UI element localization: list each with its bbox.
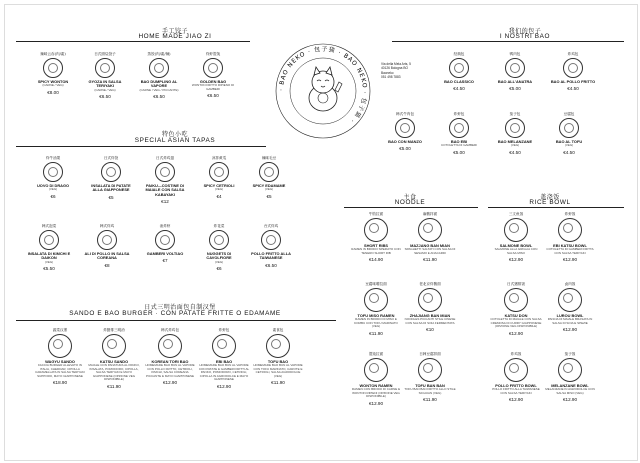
menu-item (26, 224, 72, 271)
item-price: €6 (216, 266, 222, 272)
item-name: BAO EBI (450, 139, 468, 144)
item-description: (VEG) (214, 259, 224, 264)
divider (488, 207, 624, 208)
menu-item (30, 52, 76, 95)
section-bao-zh: 我们的包子 (508, 28, 542, 35)
item-chinese-name: 老北京炸酱面 (419, 282, 441, 286)
item-name: WONTON RAMEN (359, 383, 393, 388)
menu-item (544, 282, 596, 332)
dish-illustration (505, 118, 525, 138)
menu-item (144, 328, 196, 385)
menu-item (196, 224, 242, 271)
menu-item (84, 224, 130, 268)
item-description: MAIALE CON PANATURA AL PANKO, INSALATA, POMODORO, CIPOLLA, SALSA TERIYAKI E MAYO GIAPPONESE (OPZIONE VEG DISPONIBILE) (88, 363, 140, 382)
item-name: TOFU BAN BAN (415, 383, 445, 388)
item-name: MELANZANE BOWL (551, 383, 589, 388)
dish-illustration (155, 162, 175, 182)
item-name: BAO ALL'ANATRA (497, 79, 533, 84)
menu-item (88, 156, 134, 200)
menu-item (88, 328, 140, 389)
menu-item (404, 282, 456, 332)
item-price: €11.90 (271, 380, 285, 386)
item-chinese-name: 蔬菜汉堡 (52, 328, 68, 332)
item-price: €5 (266, 193, 272, 199)
dish-illustration (261, 230, 281, 250)
menu-item (350, 212, 402, 262)
address-line: 40126 Bologna BO (381, 66, 408, 71)
item-description: SALMONE ALLA GRIGLIA CON SALSA MISO (494, 247, 538, 255)
item-description: PANCIA DI MAIALE BRASATA IN SALSA DI SOIA E SPEZIE (547, 317, 593, 325)
address-block (381, 62, 411, 80)
item-price: €5.00 (399, 146, 411, 152)
item-description: (CARNE / VEG / PICCANTE) (139, 87, 179, 92)
menu-item (252, 328, 304, 385)
item-description: TOFU BAN BAN FRITTO ALLO STILE SICHUAN (VEG) (404, 387, 456, 395)
item-price: €12.90 (508, 257, 524, 263)
item-chinese-name: 经典包 (453, 52, 465, 56)
item-price: €14.90 (368, 257, 384, 263)
dish-illustration (364, 288, 388, 312)
item-name: GOLDEN BAG (199, 79, 227, 84)
item-price: €4.50 (453, 86, 465, 92)
section-tapas-zh: 特色小吃 (161, 131, 188, 138)
item-chinese-name: 韩式牛肉包 (396, 112, 414, 116)
item-chinese-name: 炸虾包 (453, 112, 465, 116)
dish-illustration (48, 334, 72, 358)
item-price: €4.50 (509, 149, 521, 155)
menu-item (142, 156, 188, 204)
item-chinese-name: 麻酱拌面 (422, 212, 438, 216)
item-chinese-name: 台式炸鸡 (263, 224, 279, 228)
item-description: MELANZANE IN AGRODOLCE CON SALSA MISO (VEG) (545, 387, 595, 395)
item-chinese-name: 凉拌黄瓜 (211, 156, 227, 160)
item-name: UOVO DI DRAGO (37, 183, 69, 188)
item-chinese-name: 豆腐味噌拉面 (365, 282, 387, 286)
menu-item (490, 282, 542, 336)
item-name: SALMONE BOWL (499, 243, 533, 248)
dish-illustration (39, 230, 59, 250)
address-phone: 051 498 7883 (381, 75, 401, 80)
item-description: (VEG) (510, 143, 520, 148)
item-price: €5.50 (43, 266, 55, 272)
item-description: RAMEN IN BRODO SPEZIATO CON TENERO SHORT RIB (351, 247, 401, 255)
section-jiaozi-zh: 手工饺子 (161, 28, 188, 35)
item-description: (VEG) (264, 187, 274, 192)
item-name: INSALATA DI PATATE ALLA GIAPPONESE (91, 183, 131, 193)
item-name: MAZJANG BAN MIAN (410, 243, 450, 248)
menu-item (490, 212, 542, 262)
item-chinese-name: 日式猪排饭 (507, 282, 525, 286)
menu-item (382, 112, 428, 151)
section-burger-zh: 日式三明治面包自制汉堡 (144, 304, 216, 311)
menu-item (350, 352, 402, 406)
item-name: KOREAN TORI BAO (151, 359, 189, 364)
item-chinese-name: 韩式炸鸡 (99, 224, 115, 228)
menu-item (82, 52, 128, 99)
item-chinese-name: 茄子饭 (564, 352, 576, 356)
item-description: HOMEMADE BAO BUN AL VAPORE CON POLLO FRITTO, CETRIOLI, KIMCHI, SALSA COREANA PICCANTE E MAYO GIAPPONESE (145, 363, 195, 378)
menu-item (350, 282, 402, 336)
item-chinese-name: 日式照烧饺子 (94, 52, 116, 56)
item-description: (VEG) (564, 143, 574, 148)
menu-item (404, 352, 456, 402)
dish-illustration (95, 58, 115, 78)
item-description: SPAGHETTI SALTATI CON SALSA DI SESAMO E ANACARDI (404, 247, 456, 255)
dish-illustration (97, 230, 117, 250)
item-price: €6.50 (207, 93, 219, 99)
menu-item (190, 52, 236, 98)
section-rice-zh: 盖浇饭 (540, 194, 560, 201)
dish-illustration (449, 118, 469, 138)
dish-illustration (558, 218, 582, 242)
item-price: €12.90 (216, 383, 232, 389)
item-chinese-name: 韩式泡菜 (41, 224, 57, 228)
dish-illustration (101, 162, 121, 182)
item-price: €18.90 (52, 380, 68, 386)
item-name: BAO CON MANZO (388, 139, 422, 144)
dish-illustration (504, 358, 528, 382)
dish-illustration (158, 334, 182, 358)
item-name: BAO AL POLLO FRITTO (550, 79, 596, 84)
item-name: BAO MELANZANE (497, 139, 533, 144)
item-price: €6.50 (153, 94, 165, 100)
section-rice-title: RICE BOWL (529, 199, 571, 206)
divider (16, 146, 266, 147)
item-price: €6.50 (99, 94, 111, 100)
item-name: POLLO FRITTO BOWL (495, 383, 537, 388)
item-chinese-name: 油炸虾 (159, 224, 171, 228)
item-price: €11.90 (107, 383, 121, 389)
item-price: €8 (104, 262, 110, 268)
item-chinese-name: 炸花菜 (213, 224, 225, 228)
item-name: POLLO FRITTO ALLA TAIWANESE (251, 251, 291, 261)
item-description: HOMEMADE BAO BUN AL VAPORE CON PATATE E GAMBERI FRITTI AL PANKO, POMODORO, CETRIOLI, CIPOLLA IN AGRODOLCE E MAYO GIAPPONESE (198, 363, 250, 382)
section-noodle-title: NOODLE (394, 199, 426, 206)
item-chinese-name: 炸猪排三明治 (103, 328, 125, 332)
dish-illustration (449, 58, 469, 78)
item-name: LUROU BOWL (556, 313, 584, 318)
item-chinese-name: 馄饨拉面 (368, 352, 384, 356)
menu-item (142, 224, 188, 263)
item-name: GAMBERI VOLTIAO (146, 251, 184, 256)
item-name: GYOZA IN SALSA TERIYAKI (88, 79, 122, 89)
menu-item (550, 52, 596, 91)
item-price: €12 (161, 199, 169, 205)
item-price: €5 (108, 194, 114, 200)
item-price: €11.90 (423, 257, 437, 263)
item-name: TOFU BAO (267, 359, 289, 364)
item-chinese-name: 卤肉饭 (564, 282, 576, 286)
item-chinese-name: 牛肋拉面 (368, 212, 384, 216)
item-price: €5.00 (453, 149, 465, 155)
section-bao-title: I NOSTRI BAO (499, 33, 551, 40)
item-chinese-name: 炸牛油果 (45, 156, 61, 160)
dish-illustration (504, 288, 528, 312)
menu-item (492, 112, 538, 155)
menu-item (136, 52, 182, 99)
menu-item (248, 224, 294, 268)
item-name: WAGYU SANDO (45, 359, 75, 364)
dish-illustration (259, 162, 279, 182)
bao-neko-logo (272, 40, 374, 142)
menu-item (544, 352, 596, 402)
dish-illustration (149, 58, 169, 78)
item-chinese-name: 炸鸡饭 (510, 352, 522, 356)
item-description: RAMEN IN BRODO DI MISO E KOMBU CON TOFU MARINATO (VEG) (354, 317, 398, 329)
item-name: KATSU SANDO (99, 359, 129, 364)
dish-illustration (395, 118, 415, 138)
item-name: BAO CLASSICO (444, 79, 474, 84)
item-chinese-name: 韩式炸鸡包 (161, 328, 179, 332)
item-name: SPICY CETRIOLI (203, 183, 235, 188)
dish-illustration (102, 334, 126, 358)
menu-item (246, 156, 292, 199)
item-name: ALI DI POLLO IN SALSA COREANA (84, 251, 130, 261)
item-price: €8.00 (47, 89, 59, 95)
item-price: €11.90 (423, 397, 437, 403)
dish-illustration (504, 218, 528, 242)
item-chinese-name: 素食包 (272, 328, 284, 332)
item-price: €12.90 (368, 400, 384, 406)
item-price: €7 (162, 258, 168, 264)
dish-illustration (209, 162, 229, 182)
dish-illustration (558, 358, 582, 382)
item-chinese-name: 三文鱼饭 (508, 212, 524, 216)
menu-item (436, 112, 482, 155)
item-name: SPICY WONTON (37, 79, 69, 84)
item-price: €12.90 (508, 330, 524, 336)
item-price: €12.90 (162, 380, 178, 386)
item-name: SPICY EDAMAME (252, 183, 286, 188)
address-social: Baoneko (381, 70, 394, 75)
divider (16, 41, 250, 42)
item-description: COTOLETTA DI MAIALE CON SALSA CREMOSA DI CURRY GIAPPONESE (OPZIONE VEG DISPONIBILE) (490, 317, 542, 329)
item-description: FACCIA BURGER ALLEVATO IN ITALIA, CHEDDAR, CIPOLLA CARAMELLATA IN SALSA TERIYAKI SUPPORO, MAYO GIAPPONESE (35, 363, 85, 378)
item-price: €10 (426, 327, 434, 333)
item-name: ZHAJIANG BAN MIAN (409, 313, 451, 318)
logo-ring-text: · BAO NEKO · 包子猫 · BAO NEKO · 包子猫 · (277, 45, 369, 125)
item-chinese-name: 日式炸鸡翅 (156, 156, 174, 160)
item-chinese-name: 炸虾包 (218, 328, 230, 332)
item-chinese-name: 炸虾馄饨 (205, 52, 221, 56)
item-price: €12.90 (508, 397, 524, 403)
item-chinese-name: 茄子包 (509, 112, 521, 116)
dish-illustration (364, 218, 388, 242)
dish-illustration (212, 334, 236, 358)
dish-illustration (155, 230, 175, 250)
item-name: BAO AL TOFU (555, 139, 583, 144)
item-name: BAO DUMPLING AL VAPORE (140, 79, 178, 89)
item-description: COTOLETTA DI GAMBERI (440, 143, 478, 148)
dish-illustration (266, 334, 290, 358)
divider (344, 207, 478, 208)
menu-item (492, 52, 538, 91)
item-price: €12.90 (562, 327, 578, 333)
item-price: €6 (50, 193, 56, 199)
dish-illustration (43, 162, 63, 182)
section-burger-title: SANDO E BAO BURGER · CON PATATE FRITTE O EDAMAME (69, 310, 281, 317)
dish-illustration (364, 358, 388, 382)
item-name: SHORT RIBS (364, 243, 388, 248)
dish-illustration (505, 58, 525, 78)
menu-item (198, 328, 250, 389)
item-price: €12.90 (562, 397, 578, 403)
item-description: WONTON FRITTO RIPIENO DI GAMBERI (191, 83, 235, 91)
item-name: INSALATA DI KIMCHI E DAIKON (27, 251, 71, 261)
dish-illustration (418, 288, 442, 312)
dish-illustration (559, 118, 579, 138)
item-price: €4.50 (563, 149, 575, 155)
menu-item (544, 212, 596, 262)
item-name: EBI BAO (215, 359, 233, 364)
item-price: €6.50 (265, 262, 277, 268)
item-chinese-name: 豆腐包 (563, 112, 575, 116)
menu-item (34, 328, 86, 385)
item-chinese-name: 日式炸饺 (103, 156, 119, 160)
menu-item (490, 352, 542, 402)
item-chinese-name: 辣味云吞(肉/素) (40, 52, 66, 56)
dish-illustration (418, 358, 442, 382)
item-description: (VEG) (44, 259, 54, 264)
menu-item (436, 52, 482, 91)
item-name: KATSU DON (504, 313, 528, 318)
section-jiaozi-title: HOME MADE JIAO ZI (138, 33, 212, 40)
item-name: TOFU MISO RAMEN (357, 313, 395, 318)
item-price: €5.00 (509, 86, 521, 92)
item-chinese-name: 炸虾饭 (564, 212, 576, 216)
item-description: POLLO FRITTO ALLA TAIWANESE CON SALSA TERIYAKI (492, 387, 540, 395)
menu-item (404, 212, 456, 262)
dish-illustration (43, 58, 63, 78)
item-name: PAIKU—COSTINE DI MAIALE CON SALSA KABAYAKI (145, 183, 185, 197)
item-price: €4.50 (567, 86, 579, 92)
item-description: (CARNE / VEG) (42, 83, 64, 88)
item-description: NOODLES PICCANTI STILE CINESE CON SALSA DI SOIA FERMENTATA (404, 317, 456, 325)
dish-illustration (203, 58, 223, 78)
item-description: (VEG) (48, 187, 58, 192)
item-chinese-name: 辣味毛豆 (261, 156, 277, 160)
menu-item (30, 156, 76, 199)
dish-illustration (209, 230, 229, 250)
item-description: HOMEMADE BAO BUN AL VAPORE CON TOFU MARINATO, CAROTE E CETRIOLI, SALSA AGRODOLCE (VEG) (253, 363, 303, 378)
section-noodle-zh: 主食 (403, 194, 417, 201)
item-description: (VEG) (214, 187, 224, 192)
item-price: €11.90 (369, 330, 383, 336)
item-name: EBI KATSU BOWL (553, 243, 587, 248)
item-chinese-name: 鸭肉包 (509, 52, 521, 56)
item-description: (CARNE / VEG) (94, 87, 116, 92)
item-name: NUGGETS DI CAVOLFIORE (206, 251, 232, 261)
item-description: RAMEN CON BRODO DI CARNE E WONTON RIPIENI (OPZIONE VEG DISPONIBILE) (351, 387, 401, 399)
section-tapas-title: SPECIAL ASIAN TAPAS (134, 137, 216, 144)
item-chinese-name: 炸鸡包 (567, 52, 579, 56)
dish-illustration (563, 58, 583, 78)
divider (392, 41, 624, 42)
item-price: €12.90 (562, 257, 578, 263)
menu-item (196, 156, 242, 199)
item-price: €4 (216, 193, 222, 199)
divider (16, 320, 336, 321)
menu-item (546, 112, 592, 155)
item-description: COTOLETTA DI GAMBERI FRITTA CON SALSA TERIYAKI (546, 247, 594, 255)
item-chinese-name: 日韩豆腐拌面 (419, 352, 441, 356)
item-chinese-name: 蒸饺(肉/素/辣) (147, 52, 171, 56)
address-line: Via della Mela Arts, 5 (381, 62, 411, 66)
dish-illustration (558, 288, 582, 312)
dish-illustration (418, 218, 442, 242)
